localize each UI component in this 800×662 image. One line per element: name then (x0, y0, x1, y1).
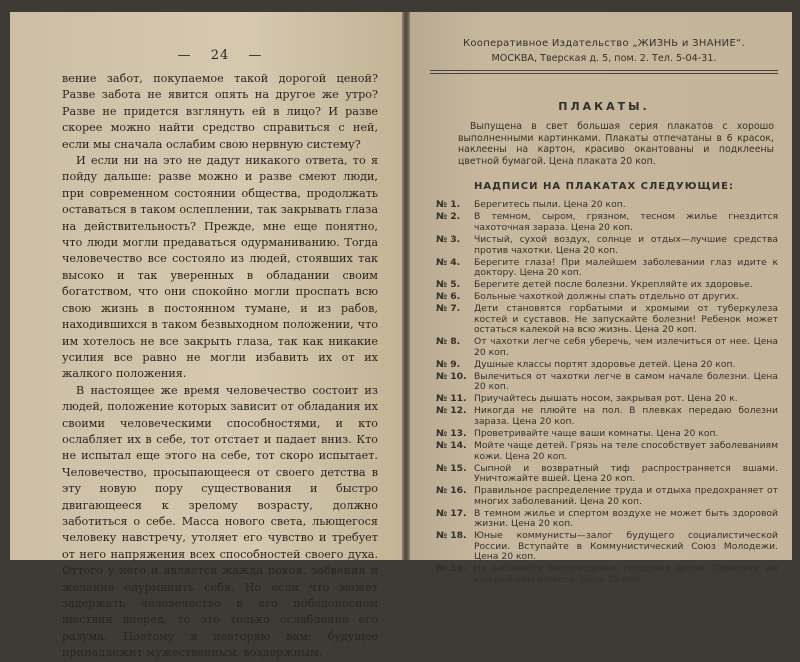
list-item: № 13. Проветривайте чаще ваши комнаты. Цена 20 коп. (436, 427, 719, 439)
book-spread (10, 12, 792, 660)
list-item: № 14. Мойте чаще детей. Грязь на теле способствует заболеваниям кожи. Цена 20 коп. (436, 439, 778, 462)
list-item: № 9. Душные классы портят здоровье детей. Цена 20 коп. (436, 358, 736, 370)
list-item: № 16. Правильное распределение труда и отдыха предохраняет от многих заболеваний. Цена 20 коп. (436, 485, 778, 507)
list-item: № 6. Больные чахоткой должны спать отдельно от других. (436, 291, 739, 303)
list-item: № 15. Сыпной и возвратный тиф распространяется вшами. Уничтожайте вшей. Цена 20 коп. (436, 462, 778, 485)
page-number: — 24 — (177, 48, 263, 63)
list-item: № 7. Дети становятся горбатыми и хромыми от туберкулеза костей и суставов. Не запускайте болезни! Ребенок может остаться калекой на всю жизнь. Цена 20 коп. (436, 303, 778, 336)
list-title: НАДПИСИ НА ПЛАКАТАХ СЛЕДУЮЩИЕ: (474, 181, 734, 193)
list-item: № 10. Вылечиться от чахотки легче в самом начале болезни. Цена 20 коп. (436, 370, 778, 393)
list-item: № 4. Берегите глаза! При малейшем заболевании глаз идите к доктору. Цена 20 коп. (436, 256, 778, 279)
right-page (410, 12, 792, 585)
list-item: № 5. Берегите детей после болезни. Укрепляйте их здоровье. (436, 279, 753, 291)
paragraph: В настоящее же время человечество состоит из людей, положение которых зависит от обладания их своими человеческими способностями, и кто ослабляет их в себе, тот отстает и падает вниз. Кто не испытал еще этого на себе, тот скоро испытает. Человечество, просыпающееся от своего детства в эту новую пору существования и быстро двигающееся к зрелому возрасту, должно заботиться о себе. Масса нового света, льющегося человеку навстречу, утоляет его чувство и требует от него напряжения всех способностей своего духа. Оттого у него и является жажда покоя, забвения и желание одурманить себя. Но если что может задержать человечество в его победоносном шествии вперед, то это только ослабление его разума. Поэтому я повторяю вам: будущее принадлежит мужественным, воздержным. (62, 383, 378, 660)
list-item: № 1. Берегитесь пыли. Цена 20 коп. (436, 199, 626, 211)
body-text (62, 71, 378, 662)
list-item: № 2. В темном, сыром, грязном, тесном жилье гнездится чахоточная зараза. Цена 20 коп. (436, 211, 778, 233)
poster-list (430, 200, 778, 585)
divider (430, 73, 778, 74)
paragraph: вение забот, покупаемое такой дорогой ценой? Разве забота не явится опять на другое же утро? Разве не придется взглянуть ей в лицо? И разве скорее можно найти средство справиться с ней, если мы сначала ослабим свою нервную систему? (62, 72, 378, 151)
divider (430, 70, 778, 71)
book-gutter (402, 12, 410, 560)
list-item: № 17. В темном жилье и спертом воздухе не может быть здоровой жизни. Цена 20 коп. (436, 507, 778, 530)
list-item: № 11. Приучайтесь дышать носом, закрывая рот. Цена 20 к. (436, 393, 738, 405)
list-item: № 12. Никогда не плюйте на пол. В плевках передаю болезни зараза. Цена 20 коп. (436, 405, 778, 427)
list-item: № 3. Чистый, сухой воздух, солнце и отдых—лучшие средства против чахотки. Цена 20 коп. (436, 233, 778, 256)
list-item: № 19. Не забывайте беспризорных голодных детей. Помогите им каждый чем можете. Цена 20 коп. (436, 563, 778, 585)
section-description: Выпущена в свет большая серия плакатов с хорошо выполненными картинками. Плакаты отпечатаны в 6 красок, наклеены на картон, красиво окантованы и подклеены цветной бумагой. Цена плаката 20 коп. (458, 121, 774, 167)
publisher-address: МОСКВА, Тверская д. 5, пом. 2. Тел. 5-04-31. (491, 53, 717, 64)
section-title: ПЛАКАТЫ. (558, 100, 650, 113)
paragraph: И если ни на это не дадут никакого ответа, то я пойду дальше: разве можно и разве смеют люди, при современном состоянии общества, продолжать оставаться в таком ослеплении, так закрывать глаза на действительность? Прежде, мне еще понятно, что люди могли предаваться одурманиванию. Тогда человечество все состояло из людей, стоявших так высоко и так уверенных в обладании своим богатством, что они спокойно могли проспать всю свою жизнь в постоянном тумане, и из рабов, находившихся в таком безвыходном положении, что им хотелось не все закрыть глаза, так как никакие усилия все равно не могли избавить их от их жалкого положения. (62, 154, 378, 381)
left-page (10, 12, 402, 660)
list-item: № 18. Юные коммунисты—залог будущего социалистической России. Вступайте в Коммунистический Союз Молодежи. Цена 20 коп. (436, 530, 778, 563)
publisher-name: Кооперативное Издательство „ЖИЗНЬ и ЗНАНИЕ“. (462, 38, 746, 49)
list-item: № 8. От чахотки легче себя уберечь, чем излечиться от нее. Цена 20 коп. (436, 336, 778, 358)
